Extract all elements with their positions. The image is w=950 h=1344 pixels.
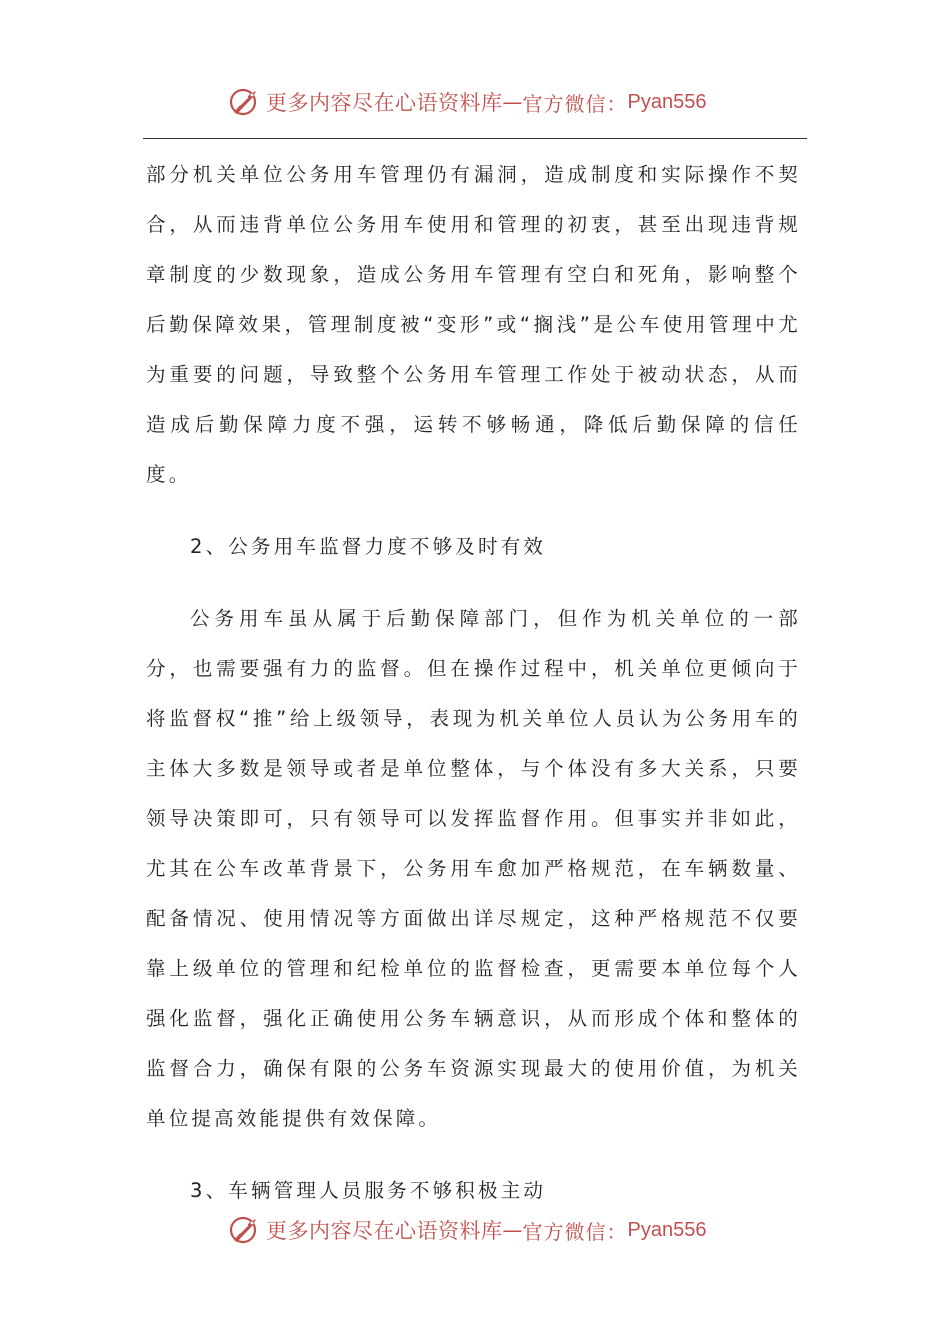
document-body [146,150,801,1216]
paragraph-spacer [146,1144,801,1166]
header-dash: — [502,90,523,114]
pen-nib-logo-icon [228,1213,262,1247]
body-paragraph-1: 部分机关单位公务用车管理仍有漏洞，造成制度和实际操作不契合，从而违背单位公务用车使用和管理的初衷，甚至出现违背规章制度的少数现象，造成公务用车管理有空白和死角，影响整个后勤保障效果，管理制度被“变形”或“搁浅”是公车使用管理中尤为重要的问题，导致整个公务用车管理工作处于被动状态，从而造成后勤保障力度不强，运转不够畅通，降低后勤保障的信任度。 [146,163,801,486]
header-wechat-id: Pyan556 [627,90,707,113]
paragraph-spacer [146,572,801,594]
section-heading-3: 3、车辆管理人员服务不够积极主动 [190,1179,547,1202]
footer-wechat-label: 官方微信： [522,1219,628,1244]
page-footer [228,1213,706,1247]
pen-nib-logo-icon [228,85,262,119]
footer-brand-text: 更多内容尽在心语资料库 [266,1219,503,1243]
footer-dash: — [502,1218,523,1242]
header-wechat-label: 官方微信： [522,91,628,116]
page-header [228,85,706,119]
body-paragraph-2: 公务用车虽从属于后勤保障部门，但作为机关单位的一部分，也需要强有力的监督。但在操作过程中，机关单位更倾向于将监督权“推”给上级领导，表现为机关单位人员认为公务用车的主体大多数是领导或者是单位整体，与个体没有多大关系，只要领导决策即可，只有领导可以发挥监督作用。但事实并非如此，尤其在公车改革背景下，公务用车愈加严格规范，在车辆数量、配备情况、使用情况等方面做出详尽规定，这种严格规范不仅要靠上级单位的管理和纪检单位的监督检查，更需要本单位每个人强化监督，强化正确使用公务车辆意识，从而形成个体和整体的监督合力，确保有限的公务车资源实现最大的使用价值，为机关单位提高效能提供有效保障。 [146,607,801,1130]
footer-wechat-id: Pyan556 [627,1218,707,1241]
section-heading-2: 2、公务用车监督力度不够及时有效 [190,535,547,558]
header-divider [143,138,807,139]
header-brand-text: 更多内容尽在心语资料库 [266,91,503,115]
paragraph-spacer [146,500,801,522]
